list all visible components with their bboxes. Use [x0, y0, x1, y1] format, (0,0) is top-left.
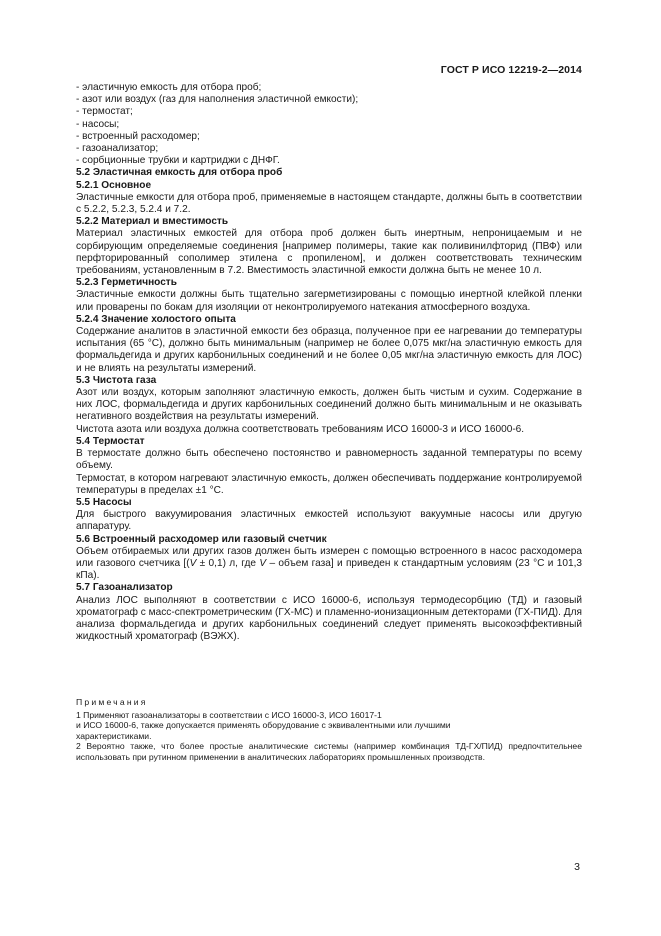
section-heading: 5.7 Газоанализатор	[76, 582, 173, 594]
text-fragment: – объем газа] и приведен к стандартным условиям (23 °С и 101,3 кПа).	[76, 557, 582, 582]
section-paragraph: Чистота азота или воздуха должна соответствовать требованиям ИСО 16000-3 и ИСО 16000-6.	[76, 423, 525, 435]
section-paragraph: Эластичные емкости должны быть тщательно загерметизированы с помощью инертной клейкой пленки или проварены по бокам для изоляции от неконтролируемого натекания атмосферного воздуха.	[76, 289, 582, 313]
section-heading: 5.5 Насосы	[76, 496, 132, 508]
section-heading: 5.2.3 Герметичность	[76, 277, 177, 289]
section-heading: 5.4 Термостат	[76, 435, 145, 447]
document-header: ГОСТ Р ИСО 12219-2—2014	[440, 64, 582, 76]
note-1-line-1: 1 Применяют газоанализаторы в соответствии с ИСО 16000-3, ИСО 16017-1	[76, 709, 382, 720]
section-heading: 5.2.2 Материал и вместимость	[76, 216, 229, 228]
section-paragraph: В термостате должно быть обеспечено постоянство и равномерность заданной температуры по всему объему.	[76, 448, 582, 472]
section-heading: 5.2 Эластичная емкость для отбора проб	[76, 167, 283, 179]
section-paragraph: Термостат, в котором нагревают эластичную емкость, должен обеспечивать поддержание контролируемой температуры в пределах ±1 °С.	[76, 472, 582, 496]
text-fragment: Объем отбираемых или других газов должен быть измерен с помощью встроенного в насос расходомера или газового счетчика [(	[76, 545, 582, 569]
section-heading: 5.3 Чистота газа	[76, 374, 157, 386]
note-1-line-3: характеристиками.	[76, 730, 152, 741]
section-paragraph	[76, 546, 582, 583]
section-paragraph: Анализ ЛОС выполняют в соответствии с ИСО 16000-6, используя термодесорбцию (ТД) и газовый хроматограф с масс-спектрометрическим (ГХ-МС) и пламенно-ионизационным детекторами (ГХ-ПИД). Для анализа формальдегида и других карбонильных соединений следует применять высокоэффективный жидкостный хроматограф (ВЭЖХ).	[76, 594, 582, 643]
list-item: - термостат;	[76, 106, 133, 118]
list-item: - газоанализатор;	[76, 143, 159, 155]
note-1-line-2: и ИСО 16000-6, также допускается применять оборудование с эквивалентными или лучшими	[76, 720, 451, 731]
section-paragraph: Эластичные емкости для отбора проб, применяемые в настоящем стандарте, должны быть в соответствии с 5.2.2, 5.2.3, 5.2.4 и 7.2.	[76, 191, 582, 216]
section-heading: 5.2.1 Основное	[76, 179, 152, 191]
variable-v: V	[189, 557, 197, 569]
section-paragraph: Для быстрого вакуумирования эластичных емкостей используют вакуумные насосы или другую аппаратуру.	[76, 509, 582, 533]
list-item: - сорбционные трубки и картриджи с ДНФГ.	[76, 155, 280, 167]
notes-block	[76, 697, 582, 763]
text-fragment: ± 0,1) л, где	[196, 557, 260, 569]
note-2: 2 Вероятно также, что более простые аналитические системы (например комбинация ТД-ГХ/ПИД) предпочтительнее использовать при рутинном применении в аналитических лабораториях промышленных производств.	[76, 741, 582, 762]
list-item: - насосы;	[76, 118, 120, 130]
equipment-list	[76, 82, 582, 167]
section-paragraph: Азот или воздух, которым заполняют эластичную емкость, должен быть чистым и сухим. Содержание в них ЛОС, формальдегида и других карбонильных соединений должно быть минимальным и не оказывать негативного воздействия на результаты измерений.	[76, 387, 582, 423]
section-paragraph: Материал эластичных емкостей для отбора проб должен быть инертным, непроницаемым и не сорбирующим определяемые соединения [например полимеры, такие как поливинилфторид (ПВФ) или перфторированный сополимер этилена с пропиленом], и должен соответствовать техническим требованиям, установленным в 7.2. Вместимость эластичной емкости должна быть не менее 10 л.	[76, 228, 582, 277]
section-heading: 5.6 Встроенный расходомер или газовый счетчик	[76, 533, 327, 545]
list-item: - эластичную емкость для отбора проб;	[76, 82, 262, 93]
variable-v: V	[259, 557, 267, 569]
list-item: - азот или воздух (газ для наполнения эластичной емкости);	[76, 94, 359, 106]
notes-title: Примечания	[76, 697, 148, 707]
section-heading: 5.2.4 Значение холостого опыта	[76, 313, 236, 325]
list-item: - встроенный расходомер;	[76, 130, 200, 142]
page-number: 3	[574, 861, 580, 873]
section-paragraph: Содержание аналитов в эластичной емкости без образца, полученное при ее нагревании до температуры испытания (65 °С), должно быть минимальным (например не более 0,075 мкг/на эластичную емкость для формальдегида и других карбонильных соединений и не более 0,05 мкг/на эластичную емкость для ЛОС) и не влиять на результаты измерений.	[76, 326, 582, 374]
document-body	[76, 82, 582, 643]
